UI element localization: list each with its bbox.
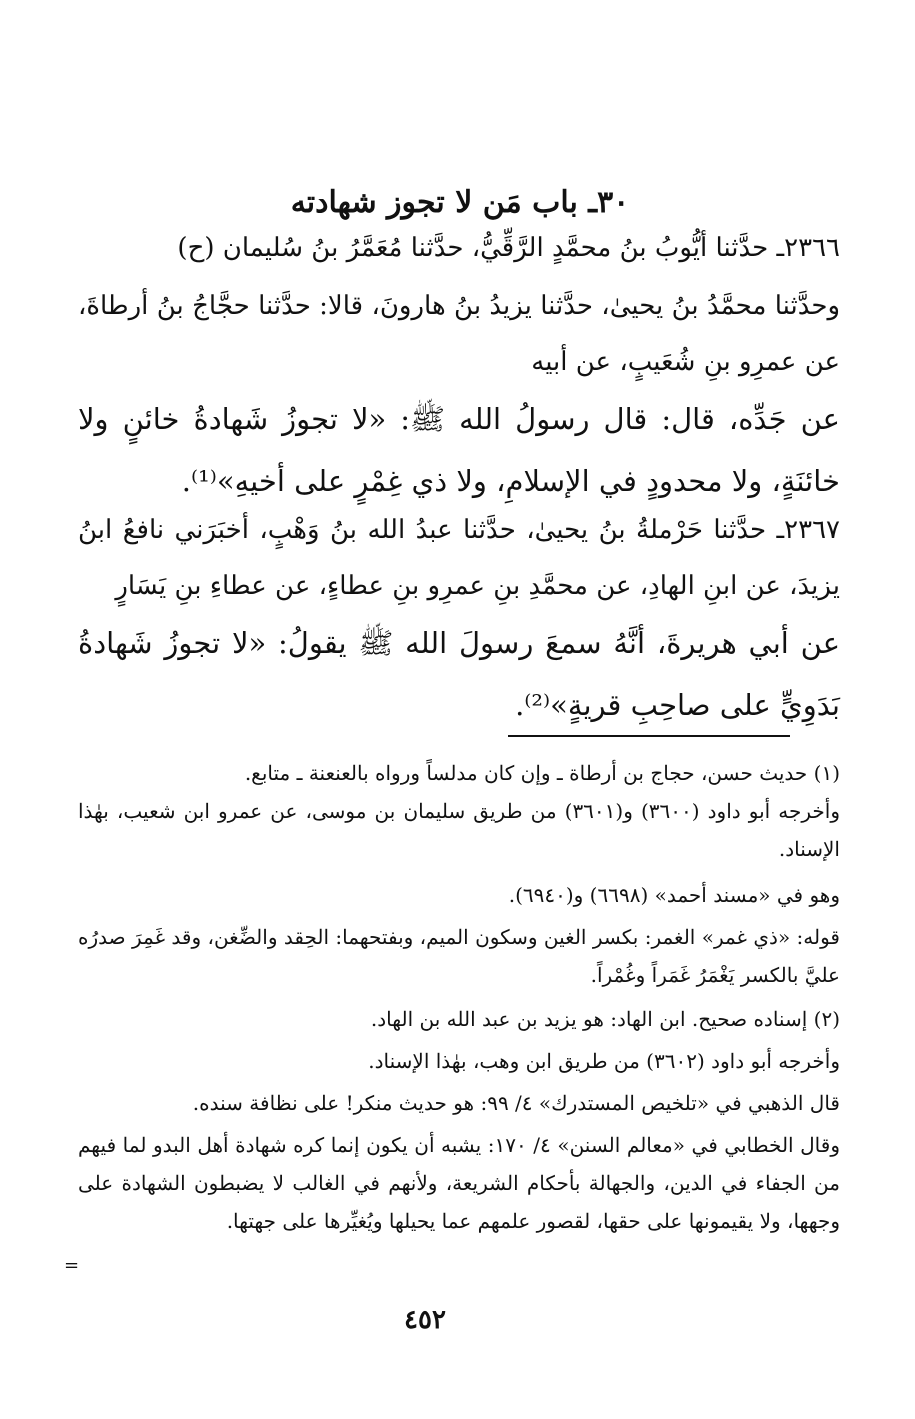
hadith-2366-isnad-first: ٢٣٦٦ـ حدَّثنا أيُّوبُ بنُ محمَّدٍ الرَّقِّيُّ، حدَّثنا مُعَمَّرُ بنُ سُليمان (ح) (177, 233, 840, 263)
footnote-separator (508, 735, 790, 737)
footnote-1-takhrij: وأخرجه أبو داود (٣٦٠٠) و(٣٦٠١) من طريق سليمان بن موسى، عن عمرو ابن شعيب، بهٰذا الإسناد. (78, 799, 841, 861)
footnote-2-grade: (٢) إسناده صحيح. ابن الهاد: هو يزيد بن عبد الله بن الهاد. (370, 1007, 840, 1031)
footnote-1-grade: (١) حديث حسن، حجاج بن أرطاة ـ وإن كان مدلساً ورواه بالعنعنة ـ متابع. (244, 761, 840, 785)
chapter-title: ٣٠ـ باب مَن لا تجوز شهادته (290, 185, 630, 221)
hadith-2366-isnad-second: وحدَّثنا محمَّدُ بنُ يحيىٰ، حدَّثنا يزيدُ بنُ هارونَ، قالا: حدَّثنا حجَّاجُ بنُ أرطاةَ، عن عمرِو بنِ شُعَيبٍ، عن أبيه (78, 291, 840, 377)
footnote-continues-mark: = (64, 1255, 80, 1276)
page-number: ٤٥٢ (404, 1305, 446, 1335)
footnote-1-musnad: وهو في «مسند أحمد» (٦٦٩٨) و(٦٩٤٠). (508, 883, 840, 907)
footnote-2-khattabi: وقال الخطابي في «معالم السنن» ٤/ ١٧٠: يشبه أن يكون إنما كره شهادة أهل البدو لما فيهم من الجفاء في الدين، والجهالة بأحكام الشريعة، ولأنهم في الغالب لا يضبطون الشهادة على وجهها، ولا يقيمونها على حقها، لقصور علمهم عما يحيلها ويُغيِّرها على جهتها. (78, 1133, 840, 1233)
footnote-2-takhrij: وأخرجه أبو داود (٣٦٠٢) من طريق ابن وهب، بهٰذا الإسناد. (368, 1049, 840, 1073)
hadith-2366-matn: عن جَدِّه، قال: قال رسولُ الله ﷺ: «لا تجوزُ شَهادةُ خائنٍ ولا خائنَةٍ، ولا محدودٍ في الإسلامِ، ولا ذي غِمْرٍ على أخيهِ»⁽¹⁾. (78, 402, 840, 498)
footnote-2-dhahabi: قال الذهبي في «تلخيص المستدرك» ٤/ ٩٩: هو حديث منكر! على نظافة سنده. (192, 1091, 840, 1115)
hadith-2367-matn: عن أبي هريرةَ، أنَّهُ سمعَ رسولَ الله ﷺ يقولُ: «لا تجوزُ شَهادةُ بَدَوِيٍّ على صاحِبِ قريةٍ»⁽²⁾. (78, 626, 840, 722)
hadith-2367-isnad: ٢٣٦٧ـ حدَّثنا حَرْملةُ بنُ يحيىٰ، حدَّثنا عبدُ الله بنُ وَهْبٍ، أخبَرَني نافعُ ابنُ يزيدَ، عن ابنِ الهادِ، عن محمَّدِ بنِ عمرِو بنِ عطاءٍ، عن عطاءِ بنِ يَسَارٍ (78, 515, 840, 601)
footnote-1-gloss: قوله: «ذي غمر» الغمر: بكسر الغين وسكون الميم، وبفتحهما: الحِقد والضِّغن، وقد غَمِرَ صدرُه عليَّ بالكسر يَغْمَرُ غَمَراً وغُمْراً. (78, 925, 840, 987)
